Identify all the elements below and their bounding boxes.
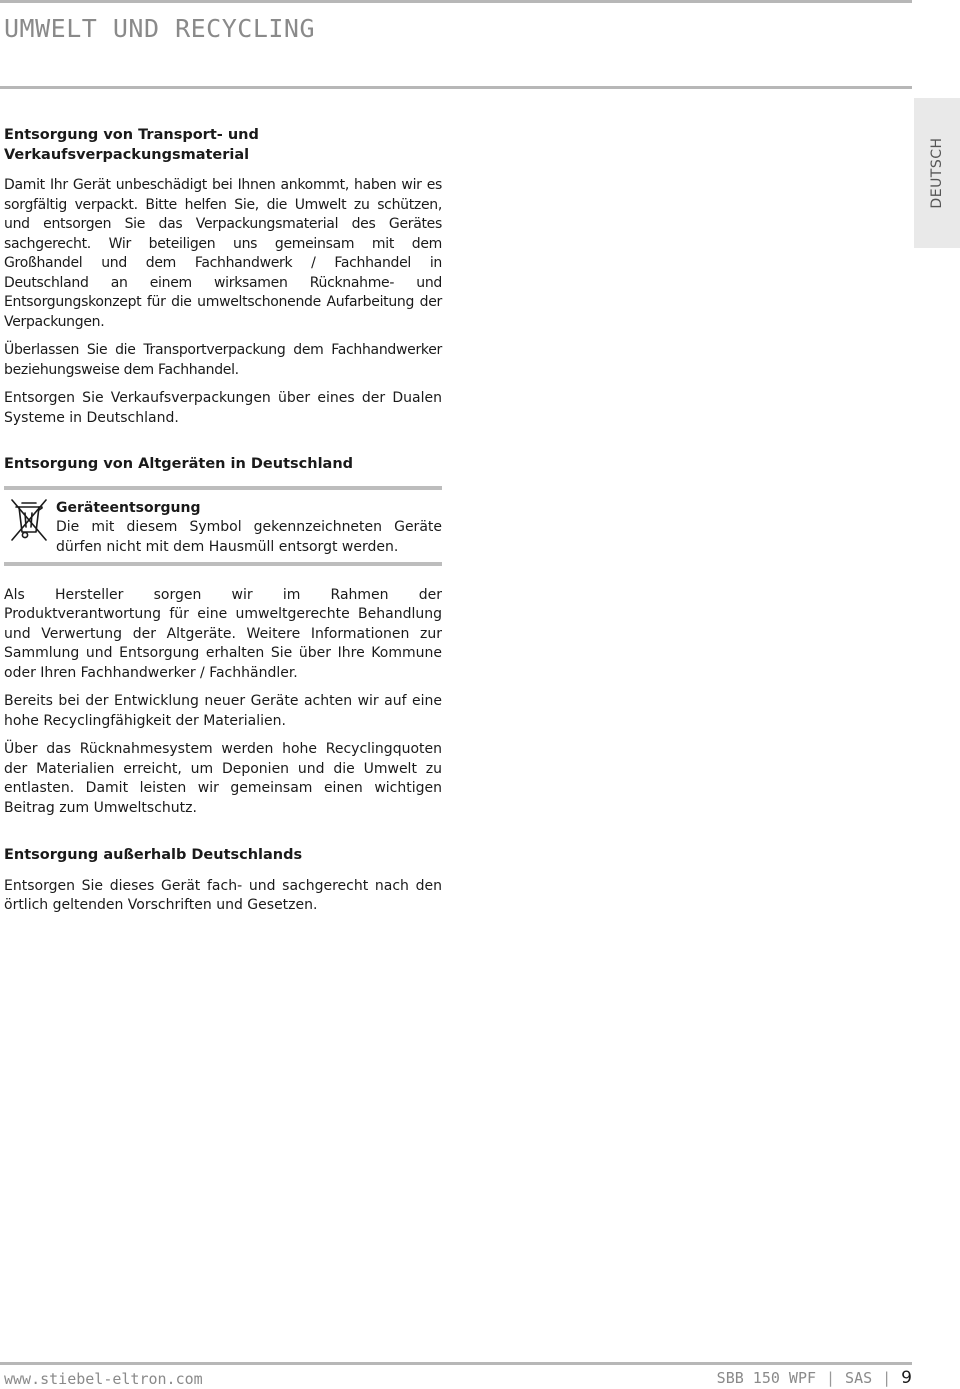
disposal-notice-text: [56, 499, 442, 558]
language-tab: [914, 98, 960, 248]
main-column: [4, 126, 442, 925]
language-tab-label: DEUTSCH: [929, 137, 945, 209]
section-heading-old-devices: Entsorgung von Altgeräten in Deutschland: [4, 456, 354, 472]
crossed-out-wheelie-bin-icon: [8, 494, 50, 544]
footer-separator-2: |: [882, 1369, 892, 1387]
section-heading-outside-germany: Entsorgung außerhalb Deutschlands: [4, 847, 303, 863]
disposal-notice-body: Die mit diesem Symbol gekennzeichneten Geräte dürfen nicht mit dem Hausmüll entsorgt werden.: [56, 519, 442, 555]
section-heading-packaging-line2: Verkaufsverpackungsmaterial: [4, 146, 250, 163]
page-title: UMWELT UND RECYCLING: [4, 14, 316, 43]
section-outside-germany: [4, 846, 442, 916]
footer-website: www.stiebel-eltron.com: [4, 1370, 203, 1388]
old-devices-paragraph-3: Über das Rücknahmesystem werden hohe Recyclingquoten der Materialien erreicht, um Deponien und die Umwelt zu entlasten. Damit leisten wir gemeinsam einen wichtigen Beitrag zum Umweltschutz.: [4, 741, 442, 816]
disposal-notice-title: Geräteentsorgung: [56, 499, 201, 516]
packaging-paragraph-1: Damit Ihr Gerät unbeschädigt bei Ihnen ankommt, haben wir es sorgfältig verpackt. Bitte helfen Sie, die Umwelt zu schützen, und entsorgen Sie das Verpackungsmaterial des Gerätes sachgerecht. Wir beteiligen uns gemeinsam mit dem Großhandel und dem Fachhandwerk / Fachhandel in Deutschland an einem wirksamen Rücknahme- und Entsorgungskonzept für die umweltschonende Aufarbeitung der Verpackungen.: [4, 177, 442, 330]
disposal-notice: [4, 486, 442, 566]
packaging-paragraph-2: Überlassen Sie die Transportverpackung dem Fachhandwerker beziehungsweise dem Fachhandel.: [4, 342, 442, 378]
footer-model: SBB 150 WPF: [716, 1369, 817, 1387]
footer-code: SAS: [845, 1369, 873, 1387]
footer-rule: [0, 1362, 912, 1365]
old-devices-paragraph-1: Als Hersteller sorgen wir im Rahmen der Produktverantwortung für eine umweltgerechte Behandlung und Verwertung der Altgeräte. Weitere Informationen zur Sammlung und Entsorgung erhalten Sie über Ihre Kommune oder Ihren Fachhandwerker / Fachhändler.: [4, 586, 442, 681]
section-packaging-disposal: [4, 126, 442, 428]
header-rule: [0, 86, 912, 89]
top-rule: [0, 0, 912, 3]
outside-germany-paragraph-1: Entsorgen Sie dieses Gerät fach- und sachgerecht nach den örtlich geltenden Vorschriften und Gesetzen.: [4, 877, 442, 913]
section-heading-packaging-line1: Entsorgung von Transport- und: [4, 127, 259, 143]
section-old-devices-germany: [4, 455, 442, 818]
footer-meta: [717, 1368, 912, 1388]
page-number: 9: [901, 1368, 912, 1388]
footer-separator-1: |: [826, 1369, 836, 1387]
packaging-paragraph-3: Entsorgen Sie Verkaufsverpackungen über eines der Dualen Systeme in Deutschland.: [4, 390, 442, 426]
section-heading-packaging: [4, 126, 442, 165]
old-devices-paragraph-2: Bereits bei der Entwicklung neuer Geräte achten wir auf eine hohe Recyclingfähigkeit der Materialien.: [4, 693, 442, 729]
